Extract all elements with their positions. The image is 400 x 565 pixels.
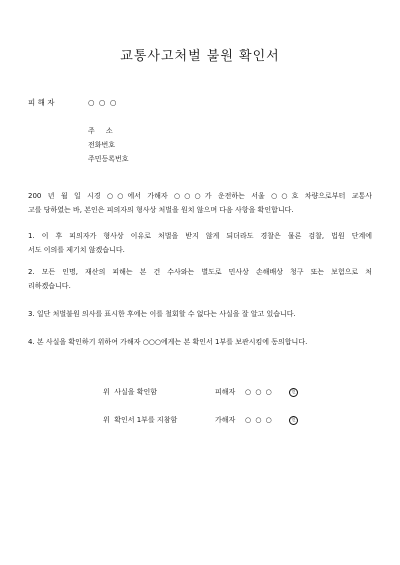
intro-line: 고를 당하였는 바, 본인은 피의자의 형사상 처벌을 원치 않으며 다음 사항을 확인합니다. [28, 206, 294, 214]
signature-name: ○ ○ ○ [245, 388, 273, 396]
victim-label: 피 해 자 [28, 98, 55, 107]
victim-info-fields [88, 124, 288, 166]
victim-row [28, 96, 228, 110]
document-title: 교통사고처벌 불원 확인서 [120, 49, 280, 64]
intro-line: 200 년 월 일 시경 ○○에서 가해자 ○○○가 운전하는 서울 ○○호 차량으로부터 교통사 [28, 192, 372, 200]
resident-number-label: 주민등록번호 [88, 155, 129, 163]
seal-mark: 인 [289, 388, 298, 397]
signature-role: 가해자 [215, 416, 236, 424]
clause-1 [28, 229, 372, 257]
clause-3 [28, 307, 372, 321]
clause-4 [28, 335, 372, 349]
clause-2 [28, 265, 372, 293]
address-label: 주 소 [88, 127, 113, 135]
victim-name: ○ ○ ○ [88, 98, 118, 107]
clause-line: 3. 일단 처벌불원 의사를 표시한 후에는 이를 철회할 수 없다는 사실을 잘 알고 있습니다. [28, 310, 296, 318]
clause-line: 4. 본 사실을 확인하기 위하여 가해자 ○○○에게는 본 확인서 1부를 보관시킴에 동의합니다. [28, 338, 308, 346]
victim-signature-row [0, 385, 400, 399]
clause-line: 리하겠습니다. [28, 282, 71, 290]
signature-statement: 위 사실을 확인함 [103, 388, 158, 396]
clause-line: 2. 모든 인명, 재산의 피해는 본 건 수사와는 별도로 민사상 손해배상 청구 또는 보험으로 처 [28, 268, 372, 276]
seal-mark: 인 [289, 416, 298, 425]
phone-label: 전화번호 [88, 141, 116, 149]
clause-line: 1. 이 후 피의자가 형사상 이유로 처벌을 받지 않게 되더라도 경찰은 물론 검찰, 법원 단계에 [28, 232, 372, 240]
signature-statement: 위 확인서 1부를 지참함 [103, 416, 178, 424]
intro-paragraph [28, 189, 372, 217]
signature-name: ○ ○ ○ [245, 416, 273, 424]
signature-role: 피해자 [215, 388, 236, 396]
clause-line: 서도 이의를 제기치 않겠습니다. [28, 246, 125, 254]
offender-signature-row [0, 413, 400, 427]
